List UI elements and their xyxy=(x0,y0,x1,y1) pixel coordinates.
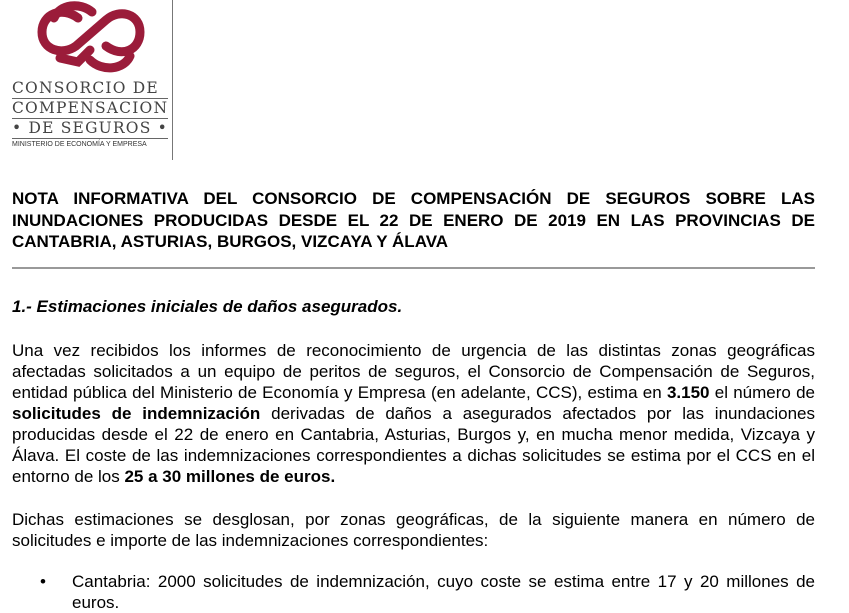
logo-line-2: COMPENSACION xyxy=(12,99,169,117)
logo-line-3: • DE SEGUROS • xyxy=(12,119,168,137)
document-title: NOTA INFORMATIVA DEL CONSORCIO DE COMPENSACIÓN DE SEGUROS SOBRE LAS INUNDACIONES PRODUCIDAS DESDE EL 22 DE ENERO DE 2019 EN LAS PROVINCIAS DE CANTABRIA, ASTURIAS, BURGOS, VIZCAYA Y ÁLAVA xyxy=(12,189,815,251)
paragraph-breakdown: Dichas estimaciones se desglosan, por zonas geográficas, de la siguiente manera en número de solicitudes e importe de las indemnizaciones correspondientes: xyxy=(12,510,815,550)
bold-amount: 25 a 30 millones de euros. xyxy=(124,467,336,486)
bullet-icon: • xyxy=(40,572,46,591)
consorcio-logo-icon xyxy=(32,0,150,78)
text-run: el número de xyxy=(709,383,816,402)
text-run: derivadas de daños a asegurados afectados por las inundaciones producidas desde el 22 de enero en Cantabria, Asturias, Burgos y, en mucha menor medida, Vizcaya y Álava. El coste de las indemnizaciones correspondientes a dichas solicitudes se estima por el CCS en el entorno de los xyxy=(12,404,815,486)
logo-divider xyxy=(172,0,173,160)
paragraph-estimates xyxy=(12,340,815,487)
bold-count: 3.150 xyxy=(666,383,710,402)
title-divider xyxy=(12,267,815,269)
logo xyxy=(8,0,174,162)
list-item-text: Cantabria: 2000 solicitudes de indemnización, cuyo coste se estima entre 17 y 20 millones de euros. xyxy=(72,572,815,612)
section-heading: 1.- Estimaciones iniciales de daños asegurados. xyxy=(12,297,403,316)
logo-line-4: MINISTERIO DE ECONOMÍA Y EMPRESA xyxy=(12,141,147,148)
logo-line-1: CONSORCIO DE xyxy=(12,80,168,99)
text-run: Una vez recibidos los informes de reconocimiento de urgencia de las distintas zonas geográficas afectadas solicitados a un equipo de peritos de seguros, el Consorcio de Compensación de Seguros, entidad pública del Ministerio de Economía y Empresa (en adelante, CCS), estima en xyxy=(12,341,815,402)
bold-claims: solicitudes de indemnización xyxy=(12,404,261,423)
logo-text xyxy=(12,80,168,151)
